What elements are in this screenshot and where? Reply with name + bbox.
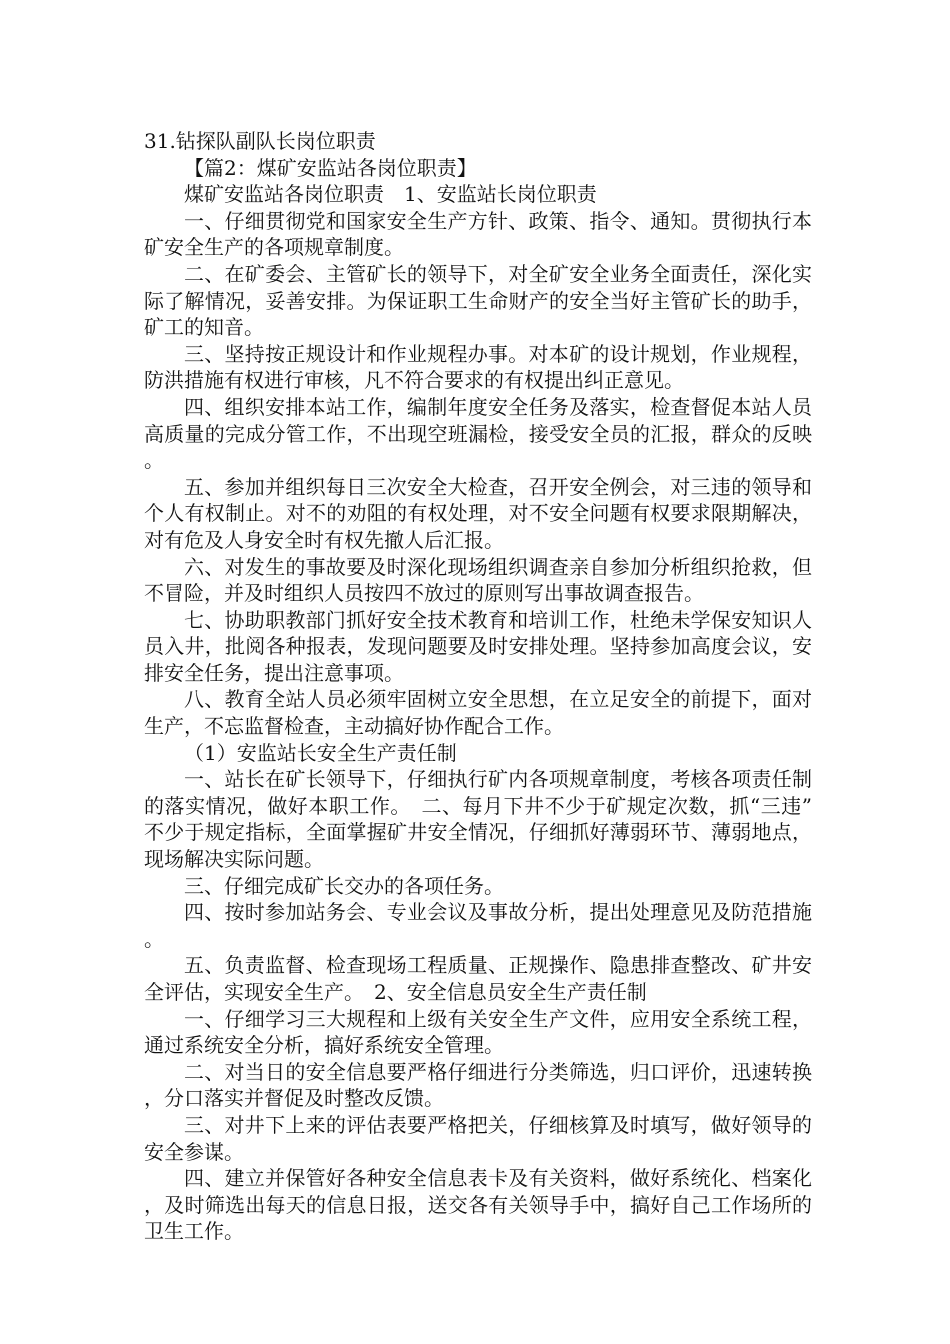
paragraph: 五、负责监督、检查现场工程质量、正规操作、隐患排查整改、矿井安全评估，实现安全生产。 2、安全信息员安全生产责任制	[144, 953, 812, 1004]
paragraph: 煤矿安监站各岗位职责 1、安监站长岗位职责	[184, 182, 597, 207]
paragraph: 四、建立并保管好各种安全信息表卡及有关资料，做好系统化、档案化，及时筛选出每天的信息日报，送交各有关领导手中，搞好自己工作场所的卫生工作。	[144, 1166, 812, 1244]
paragraph: 五、参加并组织每日三次安全大检查，召开安全例会，对三违的领导和个人有权制止。对不的劝阻的有权处理，对不安全问题有权要求限期解决，对有危及人身安全时有权先撤人后汇报。	[144, 474, 812, 552]
paragraph: 二、对当日的安全信息要严格仔细进行分类筛选，归口评价，迅速转换，分口落实并督促及时整改反馈。	[144, 1059, 812, 1111]
paragraph: 一、仔细学习三大规程和上级有关安全生产文件，应用安全系统工程，通过系统安全分析，搞好系统安全管理。	[144, 1006, 812, 1058]
paragraph: 二、在矿委会、主管矿长的领导下，对全矿安全业务全面责任，深化实际了解情况，妥善安排。为保证职工生命财产的安全当好主管矿长的助手，矿工的知音。	[144, 261, 812, 340]
paragraph: 四、组织安排本站工作，编制年度安全任务及落实，检查督促本站人员高质量的完成分管工作，不出现空班漏检，接受安全员的汇报，群众的反映。	[144, 394, 812, 473]
paragraph: 六、对发生的事故要及时深化现场组织调查亲自参加分析组织抢救，但不冒险，并及时组织人员按四不放过的原则写出事故调查报告。	[144, 554, 812, 606]
document-heading: 31.钻探队副队长岗位职责	[144, 129, 376, 153]
section-title: 【篇2：煤矿安监站各岗位职责】	[184, 155, 477, 180]
subsection-title: （1）安监站长安全生产责任制	[184, 740, 457, 765]
paragraph: 一、站长在矿长领导下，仔细执行矿内各项规章制度，考核各项责任制的落实情况，做好本职工作。 二、每月下井不少于矿规定次数，抓“三违”不少于规定指标，全面掌握矿井安全情况，仔细抓好薄弱环节、薄弱地点，现场解决实际问题。	[144, 767, 812, 872]
paragraph: 三、对井下上来的评估表要严格把关，仔细核算及时填写，做好领导的安全参谋。	[144, 1112, 812, 1164]
paragraph: 三、仔细完成矿长交办的各项任务。	[184, 873, 504, 898]
paragraph: 一、仔细贯彻党和国家安全生产方针、政策、指令、通知。贯彻执行本矿安全生产的各项规章制度。	[144, 208, 812, 260]
paragraph: 四、按时参加站务会、专业会议及事故分析，提出处理意见及防范措施。	[144, 900, 812, 951]
paragraph: 七、协助职教部门抓好安全技术教育和培训工作，杜绝未学保安知识人员入井，批阅各种报表，发现问题要及时安排处理。坚持参加高度会议，安排安全任务，提出注意事项。	[144, 607, 812, 685]
document-body	[144, 128, 812, 1245]
paragraph: 八、教育全站人员必须牢固树立安全思想，在立足安全的前提下，面对生产，不忘监督检查，主动搞好协作配合工作。	[144, 687, 812, 739]
paragraph: 三、坚持按正规设计和作业规程办事。对本矿的设计规划，作业规程，防洪措施有权进行审核，凡不符合要求的有权提出纠正意见。	[144, 341, 812, 393]
